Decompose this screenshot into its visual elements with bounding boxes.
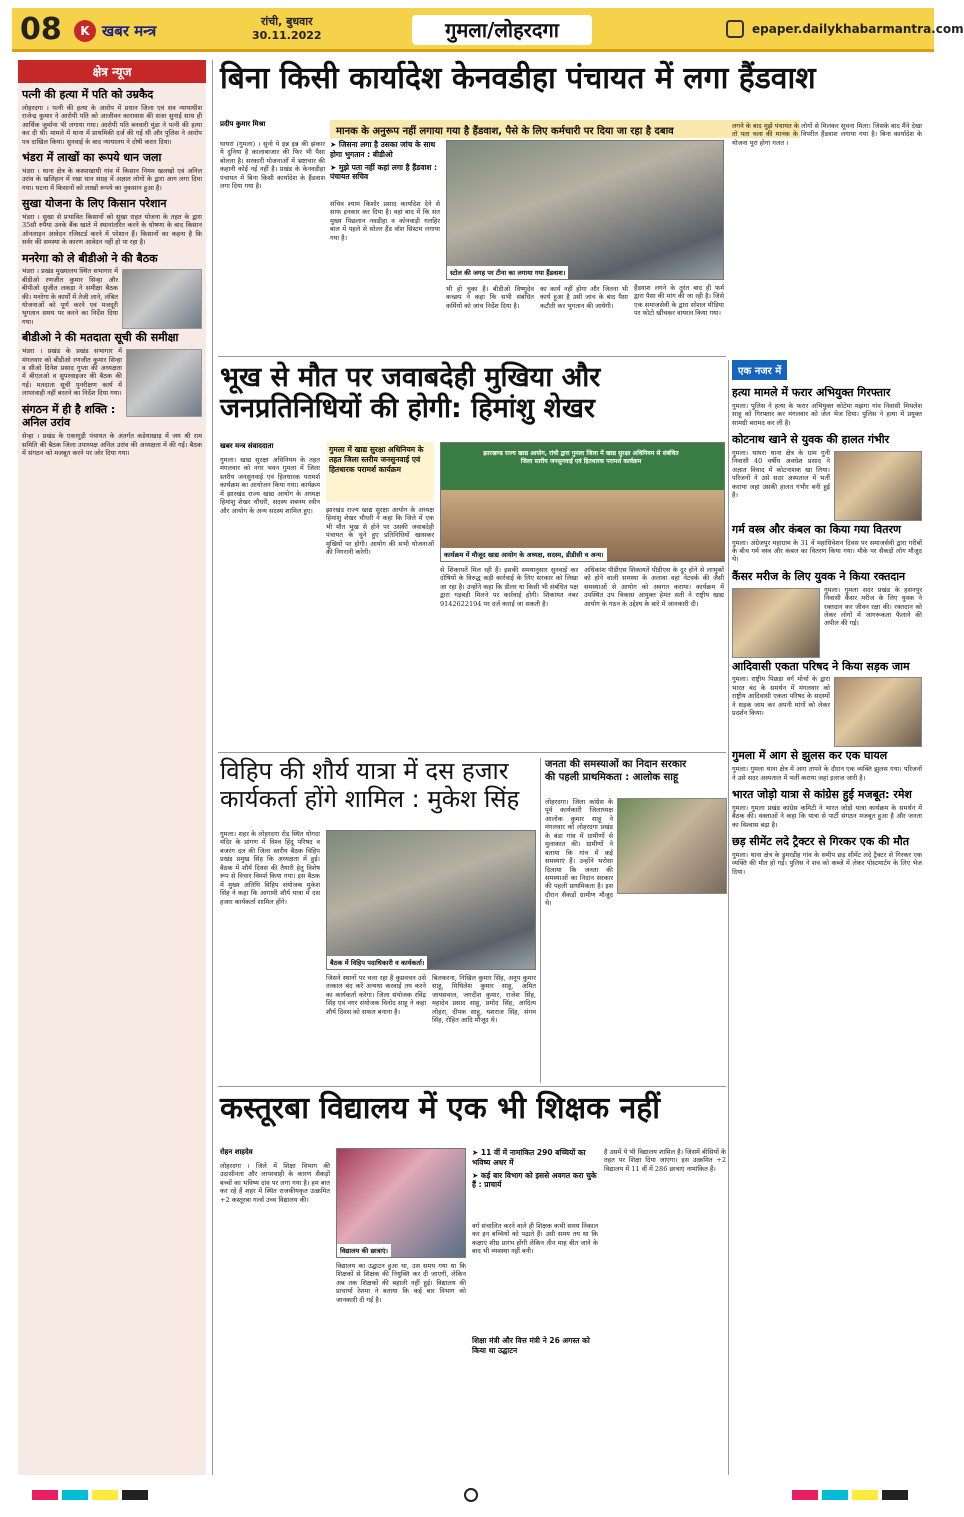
dateline: रांची, बुधवार 30.11.2022: [252, 15, 322, 42]
left-story: मनरेगा को ले बीडीओ ने की बैठक भंडरा । प्रखंड मुख्यालय स्थित सभागार में बीडीओ रणजीत कुमार सिन्हा और बीपीओ सुजीत लकड़ा ने समीक्षा बैठक की। मनरेगा के कार्यों में तेजी लाने, लंबित योजनाओं को पूर्ण करने एवं मजदूरी भुगतान समय पर करने का निर्देश दिया गया।: [22, 252, 202, 327]
page-number: 08: [20, 12, 62, 47]
color-bar: [32, 1490, 58, 1500]
ek-nazar-tag: एक नजर में: [732, 360, 787, 380]
section-rule: [218, 356, 726, 357]
column-rule: [212, 60, 213, 1475]
story5-headline: कस्तूरबा विद्यालय में एक भी शिक्षक नहीं: [220, 1091, 661, 1126]
photo-caption: स्टोल की जगह पर टीना का लगाया गया हैंडवाश।: [447, 266, 568, 279]
brand-logo-icon: K: [74, 20, 96, 42]
color-bar: [92, 1490, 118, 1500]
photo-caption: कार्यक्रम में मौजूद खाद्य आयोग के अध्यक्ष, सदस्य, डीडीसी व अन्य।: [441, 548, 607, 561]
story3-col: गुमला। शहर के लोहरदगा रोड स्थित योगदा मंदिर के प्रांगण में विश्व हिंदू परिषद व बजरंग दल की जिला स्तरीय बैठक विहिप प्रखंड प्रमुख सिंह कि अध्यक्षता में हुई। बैठक में शौर्य दिवस की तैयारी हेतु विशेष रूप से विचार विमर्श किया गया। इस बैठक में मुख्य अतिथि विहिप संयोजक मुकेश सिंह ने कहा कि आगामी शौर्य यात्रा में दस हजार कार्यकर्ता शामिल होंगे।: [220, 830, 320, 906]
story4-body: लोहरदगा। जिला कांग्रेस के पूर्व कार्यकारी जिलाध्यक्ष आलोक कुमार साहू ने मंगलवार को लोहरदगा प्रखंड के बंडा गांव में ग्रामीणों से मुलाकात की। ग्रामीणों ने बताया कि गांव में कई समस्याएं हैं। उन्होंने भरोसा दिलाया कि जनता की समस्याओं का निदान सरकार की पहली प्राथमिकता है। इस दौरान सैकड़ों ग्रामीण मौजूद थे।: [545, 798, 727, 1080]
brief-story: गुमला में आग से झुलस कर एक घायल गुमला। गुमला थाना क्षेत्र में आग तापने के दौरान एक व्यक्ति झुलस गया। परिजनों ने उसे सदर अस्पताल में भर्ती कराया जहां इलाज जारी है।: [732, 749, 922, 782]
story2-col: झारखंड राज्य खाद्य सुरक्षा आयोग के अध्यक्ष हिमांशु शेखर चौधरी ने कहा कि जिले में एक भी मौत भूख से होने पर उसकी जवाबदेही पंचायत के चुने हुए प्रतिनिधियों खासकर मुखियों पर होगी। आयोग की सभी योजनाओं की निगरानी करेगी।: [326, 506, 434, 557]
brief-story: भारत जोड़ो यात्रा से कांग्रेस हुई मजबूत: रमेश गुमला। गुमला प्रखंड कांग्रेस कमिटी ने भारत जोड़ो यात्रा कार्यक्रम के समर्थन में बैठक की। वक्ताओं ने कहा कि यात्रा से पार्टी संगठन मजबूत हुआ है और जनता का विश्वास बढ़ा है।: [732, 788, 922, 829]
left-story: पत्नी की हत्या में पति को उम्रकैद लोहरदगा । पत्नी की हत्या के आरोप में प्रधान जिला एवं सत्र न्यायाधीश राजेन्द्र कुमार ने आरोपी पति को आजीवन कारावास की सजा सुनाई साथ ही आर्थिक जुर्माना भी लगाया गया। आरोपी पति बनवारी मुंडा ने पत्नी की हत्या कर दी थी। मामले में थाना में प्राथमिकी दर्ज की गई थी और पुलिस ने आरोप पत्र दाखिल किया। सुनवाई के बाद न्यायालय ने दोषी करार दिया।: [22, 88, 202, 146]
story1-col: का कार्य नहीं होगा और जितना भी कार्य हुआ है उसी जांच के बाद पैसा कटौती कर भुगतान की जायेगी।: [540, 285, 628, 310]
commission-photo: [440, 442, 725, 562]
story1-col: संचिव श्याम किशोर प्रसाद कार्यादेश देने से साफ इनकार कर दिया है। वहां बाद में कि संत मुख्य पिछलान नवडीहा व कोनवाड़ी गलहिर बाल में पहले से सोलर हैंड वॉश सिस्टम लगाया गया है।: [330, 200, 440, 242]
right-column: [732, 360, 922, 1475]
students-photo: [336, 1148, 466, 1258]
story2-byline: खबर मन्त्र संवाददाता: [220, 442, 274, 450]
left-column: [18, 60, 206, 1475]
story4-headline: जनता की समस्याओं का निदान सरकार की पहली प्राथमिकता : आलोक साहू: [545, 759, 687, 783]
registration-mark-icon: [464, 1488, 478, 1502]
brief-story: छड़ सीमेंट लदे ट्रैक्टर से गिरकर एक की मौत गुमला। थाना क्षेत्र के डुमरडीह गांव के समीप छड़ सीमेंट लदे ट्रैक्टर से गिरकर एक व्यक्ति की मौत हो गई। पुलिस ने शव को कब्जे में लेकर पोस्टमार्टम के लिए भेज दिया।: [732, 835, 922, 876]
color-bar: [62, 1490, 88, 1500]
camera-icon: [726, 20, 744, 38]
color-bar: [792, 1490, 818, 1500]
story5-col: विद्यालय का उद्घाटन हुआ था, उस समय गया था कि शिक्षकों से शिक्षक की नियुक्ति कर दी जाएगी, लेकिन अब तक शिक्षकों की बहाली नहीं हुई। विद्यालय की प्राचार्या रेशमा ने बताया कि कई बार विभाग को जानकारी दी गई है।: [336, 1262, 466, 1304]
left-column-header: क्षेत्र न्यूज: [18, 60, 206, 83]
story3-headline: विहिप की शौर्य यात्रा में दस हजार कार्यकर्ता होंगे शामिल : मुकेश सिंह: [220, 757, 520, 813]
story2-headline: भूख से मौत पर जवाबदेही मुखिया और जनप्रतिनिधियों की होगी: हिमांशु शेखर: [220, 362, 601, 425]
print-marks: [12, 1480, 934, 1510]
color-bar: [852, 1490, 878, 1500]
left-story: संगठन में ही है शक्ति : अनिल उरांव सेन्हा । प्रखंड के एकागुड़ी पंचायत के अंतर्गत कडेयाखाड़ में जय श्री राम समिति की बैठक जिला उपाध्यक्ष अनिल उरांव की अध्यक्षता में की गई। बैठक में संगठन को मजबूत करने पर जोर दिया गया।: [22, 402, 202, 458]
story2-col: अधिकांश पीडीएस शिकायतें पीडीएस के दुर होने से लाभुकों को होने वाली समस्या के अलावा वहां नेटवर्क की जैसी समस्याओं से आयोग को अवगत कराया। कार्यक्रम में उपस्थित उप विकास आयुक्त हेमंत सती ने राष्ट्रीय खाद्य आयोग के गठन के उद्देश्य के बारे में जानकारी दी।: [584, 566, 724, 608]
brief-story: कोटनाथ खाने से युवक की हालत गंभीर गुमला। घाघरा थाना क्षेत्र के ग्राम गुनी निवासी 40 वर्षीय अवधेश प्रसाद ने अज्ञात विवाद में कोटनाशक खा लिया। परिजनों ने उसे सदर अस्पताल में भर्ती कराया जहां उसकी हालत गंभीर बनी हुई है।: [732, 433, 922, 499]
story1-col: घाघरा (गुमला) । सुनो ये इन्न इन्न की झंकार ये दुनिया है कालाबाजार की फिर भी पैसा बोलता है। सरकारी योजनाओं में भ्रष्टाचार की कहानी कोई नई नहीं है। प्रखंड के केनवडीहा पंचायत में बिना किसी कार्यादेश के हैंडवाश लगा दिया गया है।: [220, 140, 325, 191]
story5-col: वर्ग संचालित करने वाले ही शिक्षक कभी समय निकाल कर इन बच्चियों को पढ़ाते हैं। उसी समय तय था कि कक्षाएं शीघ्र प्रारंभ होंगी लेकिन तीन माह बीत जाने के बाद भी व्यवस्था नहीं बनी।: [472, 1222, 598, 1256]
section-rule: [218, 752, 726, 753]
color-bar: [122, 1490, 148, 1500]
photo-caption: बैठक में विहिप पदाधिकारी व कार्यकर्ता।: [327, 956, 427, 969]
story5-callouts: ➤ 11 वीं में नामांकित 290 बच्चियों का भविष्य अधर में ➤ कई बार विभाग को इससे अवगत करा चुके हैं : प्राचार्य: [472, 1148, 597, 1190]
story1-callouts: ➤ जिसना लगा है उसका जांच के साथ होगा भुगतान : बीडीओ ➤ मुझे पता नहीं कहां लगा है हैंडवाश : पंचायत सचिव: [330, 140, 438, 182]
story5-subhead: शिक्षा मंत्री और वित्त मंत्री ने 26 अगस्त को किया था उद्घाटन: [472, 1336, 590, 1355]
story1-col: भी हो चुका है। बीडीओ विष्णुदेव कच्छप ने कहा कि सभी संबंधित कर्मियों को जांच निर्देश दिया है।: [446, 285, 534, 310]
story1-col: हैंडवाश लगने के तुरंत बाद ही फर्म द्वारा पैसा की मांग की जा रही है। जिसे एक समाजसेवी के द्वारा सोशल मीडिया पर फोटो खींचकर वायरल किया गया।: [634, 284, 724, 318]
brief-story: गर्म वस्त्र और कंबल का किया गया वितरण गुमला। अंग्रेजपुर महाग्राम के 31 वें महाधिवेशन दिवस पर समाजसेवी द्वारा गरीबों के बीच गर्म वस्त्र और कंबल का वितरण किया गया। मौके पर सैकड़ों लोग मौजूद थे।: [732, 522, 922, 564]
story2-callout: गुमला में खाद्य सुरक्षा अधिनियम के तहत जिला स्तरीय जनसुनवाई एवं हितधारक परामर्श कार्यक्रम: [326, 442, 434, 502]
brief-photo: [732, 588, 820, 658]
column-rule: [728, 360, 729, 1475]
brief-photo: [834, 451, 922, 521]
masthead: [12, 8, 964, 52]
section-title: गुमला/लोहरदगा: [412, 15, 592, 45]
color-bar: [882, 1490, 908, 1500]
story5-col: है उसमें ये भी विद्यालय शामिल है। जिसमें बीसियों के तहत पर शिक्षा दिया जाएगा। इस उत्क्रमित +2 विद्यालय में 11 वीं में 286 छात्राएं नामांकित हैं।: [604, 1148, 726, 1173]
meeting-photo: [122, 269, 202, 329]
meeting-photo: [126, 349, 202, 417]
brand-name: खबर मन्त्र: [102, 22, 157, 40]
left-story: बीडीओ ने की मतदाता सूची की समीक्षा भंडरा । प्रखंड के प्रखंड सभागार में मंगलवार को बीडीओ रणजीत कुमार सिन्हा व सीओ दिनेश प्रसाद गुप्ता की अध्यक्षता में बीएलओ व सुपरवाइजर की बैठक की गई। मतदाता सूची पुनरीक्षण कार्य में लापरवाही नहीं बरतने का निर्देश दिया गया।: [22, 331, 202, 397]
photo-caption: विद्यालय की छात्राएं।: [337, 1244, 391, 1257]
story1-subhead: मानक के अनुरूप नहीं लगाया गया है हैंडवाश, पैसे के लिए कर्मचारी पर दिया जा रहा है दबाव: [330, 120, 800, 138]
story1-col: लगने के बाद मुझे पंचायत के लोगों से मिलकर सूचना मिला। जिसके बाद मैंने देखा तो पता चला की मानक के विपरीत हैंडवाश लगाया गया है। बिना कार्यादेश के योजना पूरा होगा गलत ।: [732, 122, 922, 147]
left-story: सुखा योजना के लिए किसान परेशान भंडरा । सुखा से प्रभावित किसानों को सुखा राहत योजना के तहत के द्वारा 35सौ रुपैया उनके बैंक खाते में स्थानांतरित करने के घोषणा के बाद किसान ऑनलाइन आवेदन रजिस्टर्ड करने में परेशान हैं। किसानों का कहना है कि सर्वर की समस्या के कारण आवेदन नहीं हो पा रहा है।: [22, 197, 202, 247]
story1-byline: प्रदीप कुमार मिश्रा: [220, 120, 266, 128]
brief-story: आदिवासी एकता परिषद ने किया सड़क जाम गुमला। राष्ट्रीय पिछड़ा वर्ग मोर्चा के द्वारा भारत बंद के समर्थन में मंगलवार को राष्ट्रीय आदिवासी एकता परिषद के सदस्यों ने सड़क जाम कर अपनी मांगों को लेकर प्रदर्शन किया।: [732, 660, 922, 718]
story3-col: जिसने स्थानों पर चला रहा है कुप्रवचन उसे तत्काल बंद करें अन्यथा करवाई तय करने का कार्यकर्ता करेगा। जिला संयोजक रविंद्र सिंह एवं नगर संयोजक विनोद साहू ने कहा शौर्य दिवस को सफल बनाना है।: [326, 974, 426, 1016]
color-bar: [822, 1490, 848, 1500]
epaper-link[interactable]: epaper.dailykhabarmantra.com: [752, 22, 964, 36]
story3-col: बिलकरना, निखिल कुमार सिंह, अनूप कुमार साहू, मिथिलेश कुमार साहू, अमित जायसवाल, जगदीश कुमार, राजेश सिंह, महादेव प्रसाद साहू, प्रमोद सिंह, आदित्य लोहरा, दीपक साहू, यशराज सिंह, संगम सिंह, रोहित आदि मौजूद थे।: [432, 974, 536, 1025]
brief-story: कैंसर मरीज के लिए युवक ने किया रक्तदान गुमला। गुमला सदर प्रखंड के हसनपुर निवासी कैंसर मरीज के लिए युवक ने रक्तदान कर जीवन रक्षा की। रक्तदान को लेकर लोगों में जागरूकता फैलाने की अपील की गई।: [732, 570, 922, 628]
stage-banner: झारखण्ड राज्य खाद्य आयोग, रांची द्वारा गुमला जिला में खाद्य सुरक्षा अधिनियम से संबंधित जिला स्तरीय जनसुनवाई एवं हितधारक परामर्श कार्यक्रम: [483, 450, 679, 465]
left-story: भंडरा में लाखों का रूपये धान जला भंडरा । थाना क्षेत्र के कस्पाखाघी गांव में किसान नियम खलखो एवं अनिल उरांव के खलिहान में रखा धान संग्रह में अज्ञात लोगों के द्वारा आग लगा दिया गया। घटना में किसानों को लाखों रूपये का नुकसान हुआ है।: [22, 150, 202, 192]
section-rule: [218, 1086, 726, 1087]
story5-col: लोहरदगा । जिले में शिक्षा विभाग की उदासीनता और लापरवाही के कारण सैकड़ों बच्चों का भविष्य दांव पर लगा गया है। हम बात कर रहे हैं शहर में स्थित राजकीयकृत उत्क्रमित +2 कस्तूरबा गर्ल्स उच्च विद्यालय की।: [220, 1162, 330, 1204]
story1-headline: बिना किसी कार्यादेश केनवडीहा पंचायत में लगा हैंडवाश: [220, 61, 816, 96]
vhp-meeting-photo: [326, 830, 536, 970]
story5-byline: रोहन शाहदेव: [220, 1148, 253, 1156]
brief-photo: [834, 677, 922, 747]
villagers-photo: [617, 798, 727, 894]
column-rule: [540, 758, 541, 1083]
story2-col: गुमला। खाद्य सुरक्षा अधिनियम के तहत मंगलवार को नगर भवन गुमला में जिला स्तरीय जनसुनवाई एवं हितधारक परामर्श कार्यक्रम का आयोजन किया गया। कार्यक्रम में झारखंड राज्य खाद्य आयोग के अध्यक्ष हिमांशु शेखर चौधरी, सदस्य शबनम रवीन और आयोग के अन्य सदस्य शामिल हुए।: [220, 456, 320, 515]
brief-story: हत्या मामले में फरार अभियुक्त गिरफ्तार गुमला। पुलिस ने हत्या के फरार अभियुक्त कोटेमा मझगा गांव निवासी मिथलेश साहू को गिरफ्तार कर मंगलवार को जेल भेज दिया। पुलिस ने हत्या में प्रयुक्त सामग्री बरामद कर ली है।: [732, 386, 922, 427]
story2-col: से शिकायतें मिल रही हैं। इसकी समयानुसार सुनवाई कर दोषियों के विरुद्ध कड़ी कार्रवाई के लिए सरकार को लिखा जा रहा है। उन्होंने कहा कि डीलर या किसी भी संबंधित पक्ष द्वारा गड़बड़ी मिलने पर कार्रवाई होगी। शिकायत नंबर 9142622194 पर दर्ज कराई जा सकती है।: [440, 566, 578, 608]
